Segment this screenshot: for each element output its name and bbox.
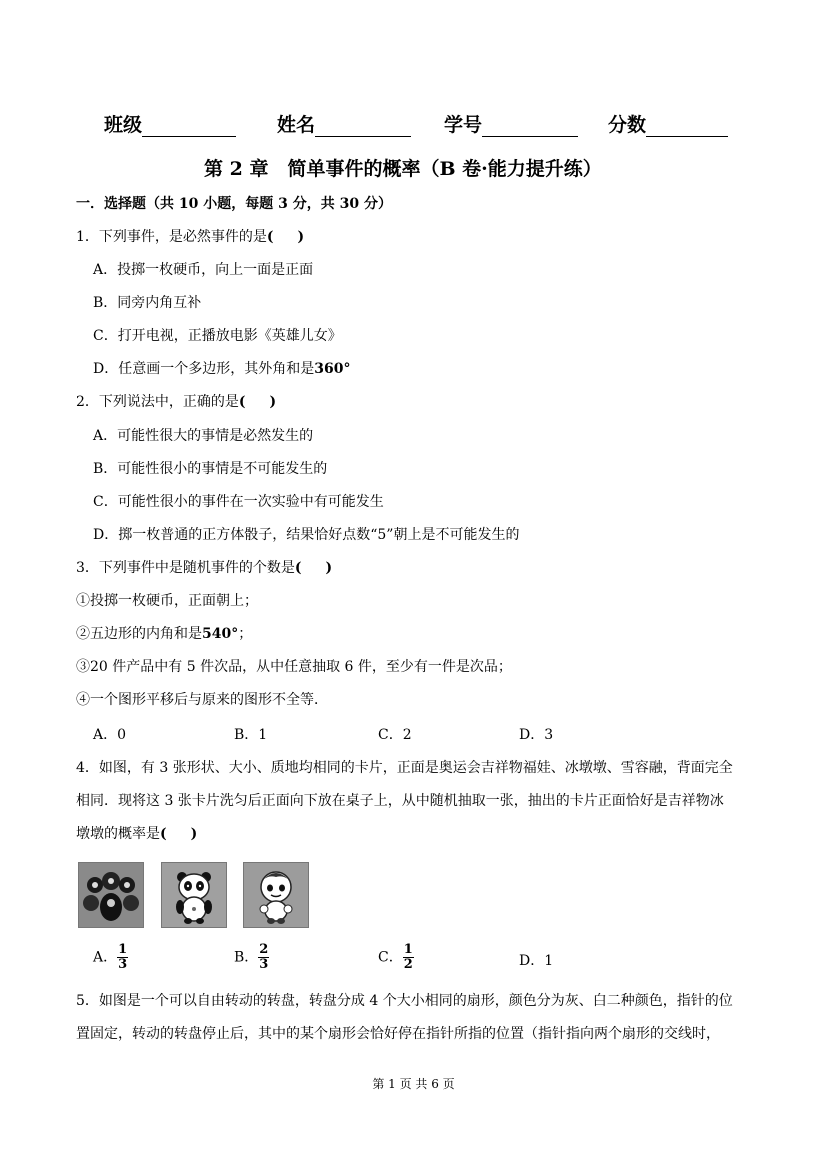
q1-option-b: B．同旁内角互补 (93, 295, 202, 311)
q4-option-c: C． $\frac{1}{2}$ (378, 942, 413, 972)
name-label: 姓名 (277, 114, 316, 136)
name-field (277, 110, 411, 137)
q1-d-value: 360° (314, 361, 351, 377)
q5-line-2: 置固定，转动的转盘停止后，其中的某个扇形会恰好停在指针所指的位置（指针指向两个扇形的交线时， (76, 1026, 720, 1042)
q4-line-3: 墩墩的概率是( ) (76, 826, 198, 842)
class-blank[interactable] (142, 116, 236, 137)
id-blank[interactable] (482, 116, 578, 137)
q3-item-4: ④一个图形平移后与原来的图形不全等． (76, 692, 328, 708)
fraction-one-third: $\frac{1}{3}$ (118, 942, 128, 972)
q1-stem: 1．下列事件，是必然事件的是( ) (76, 229, 305, 245)
q3-item-3: ③20 件产品中有 5 件次品，从中任意抽取 6 件，至少有一件是次品； (76, 659, 512, 675)
fraction-one-half: $\frac{1}{2}$ (403, 942, 413, 972)
q1-option-d: D．任意画一个多边形，其外角和是360° (93, 361, 351, 377)
q4-option-b: B． $\frac{2}{3}$ (234, 942, 269, 972)
q2-option-b: B．可能性很小的事情是不可能发生的 (93, 461, 328, 477)
score-blank[interactable] (646, 116, 728, 137)
q4-line-1: 4．如图，有 3 张形状、大小、质地均相同的卡片，正面是奥运会吉祥物福娃、冰墩墩、雪容融，背面完全 (76, 760, 733, 776)
q3-stem: 3．下列事件中是随机事件的个数是( ) (76, 560, 333, 576)
section-heading: 一．选择题（共 10 小题，每题 3 分，共 30 分） (76, 196, 392, 212)
score-field (608, 110, 728, 137)
class-field (104, 110, 236, 137)
q3-option-d: D．3 (519, 727, 554, 743)
q5-line-1: 5．如图是一个可以自由转动的转盘，转盘分成 4 个大小相同的扇形，颜色分为灰、白二种颜色，指针的位 (76, 993, 733, 1009)
q3-item-2: ②五边形的内角和是540°； (76, 626, 253, 642)
bing-dwen-dwen-card-image (161, 862, 227, 928)
xue-rong-rong-card-image (243, 862, 309, 928)
q2-option-a: A．可能性很大的事情是必然发生的 (93, 428, 314, 444)
q4-option-d: D．1 (519, 953, 554, 969)
id-field (444, 110, 578, 137)
q4-option-a: A． $\frac{1}{3}$ (93, 942, 128, 972)
q3-item-1: ①投掷一枚硬币，正面朝上； (76, 593, 258, 609)
page-footer: 第 1 页 共 6 页 (372, 1077, 455, 1091)
q2-stem: 2．下列说法中，正确的是( ) (76, 394, 277, 410)
q4-line-2: 相同．现将这 3 张卡片洗匀后正面向下放在桌子上，从中随机抽取一张，抽出的卡片正面恰好是吉祥物冰 (76, 793, 724, 809)
fraction-two-thirds: $\frac{2}{3}$ (259, 942, 269, 972)
q3-option-c: C．2 (378, 727, 412, 743)
q2-option-d: D．掷一枚普通的正方体骰子，结果恰好点数“5”朝上是不可能发生的 (93, 527, 520, 543)
score-label: 分数 (608, 114, 647, 136)
class-label: 班级 (104, 114, 143, 136)
q3-option-a: A．0 (93, 727, 127, 743)
id-label: 学号 (444, 114, 483, 136)
q3-option-b: B．1 (234, 727, 268, 743)
name-blank[interactable] (315, 116, 411, 137)
q1-option-c: C．打开电视，正播放电影《英雄儿女》 (93, 328, 342, 344)
page-title: 第 2 章 简单事件的概率（B 卷·能力提升练） (204, 158, 602, 180)
q2-option-c: C．可能性很小的事件在一次实验中有可能发生 (93, 494, 384, 510)
fuwa-card-image (78, 862, 144, 928)
q1-option-a: A．投掷一枚硬币，向上一面是正面 (93, 262, 314, 278)
